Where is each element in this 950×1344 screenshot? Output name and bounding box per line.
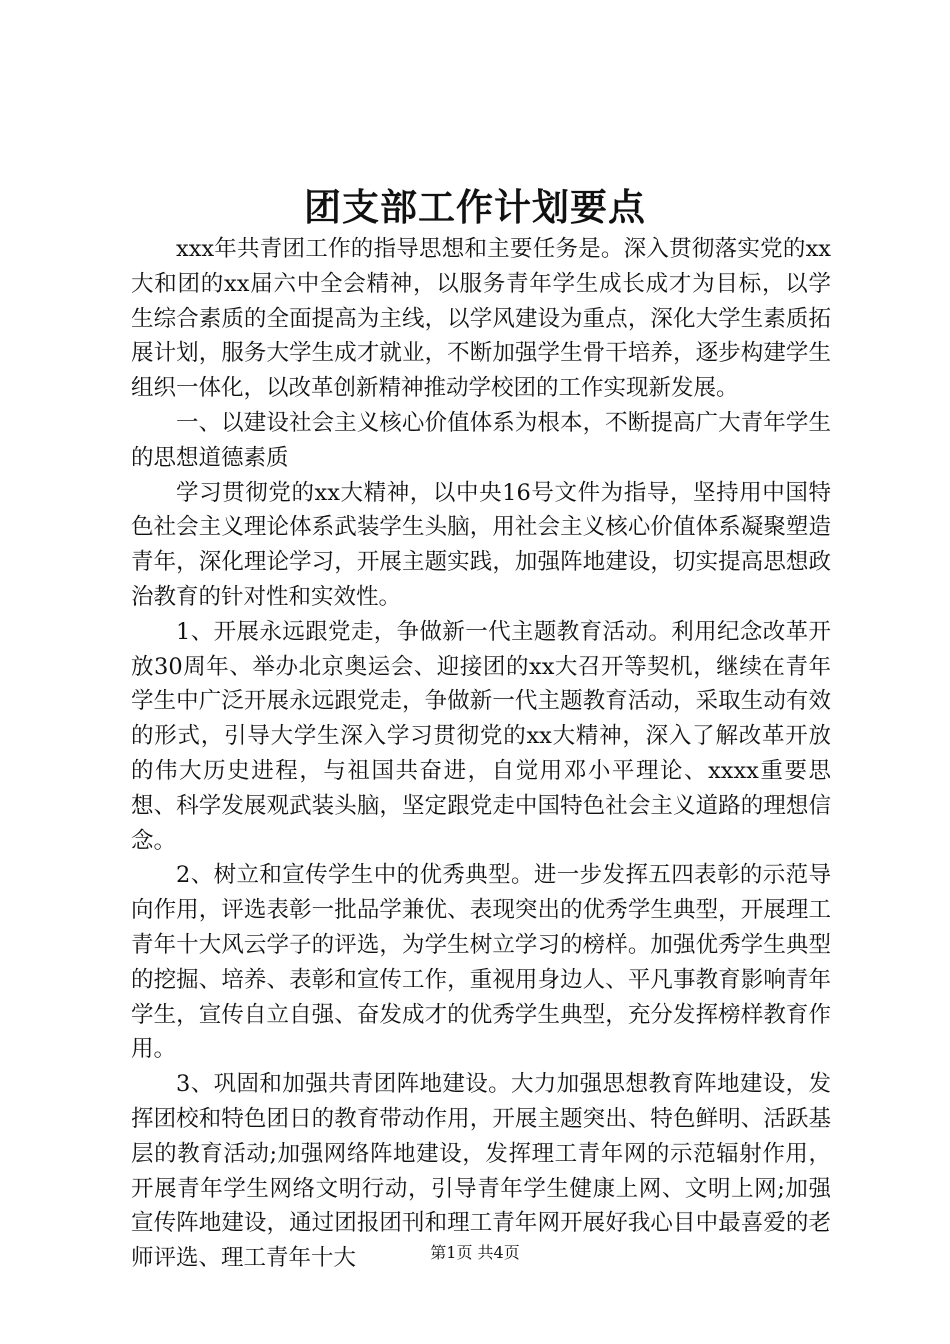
document-title: 团支部工作计划要点 <box>304 185 646 229</box>
item-2-paragraph: 2、树立和宣传学生中的优秀典型。进一步发挥五四表彰的示范导向作用，评选表彰一批品学兼优、表现突出的优秀学生典型，开展理工青年十大风云学子的评选，为学生树立学习的榜样。加强优秀学生典型的挖掘、培养、表彰和宣传工作，重视用身边人、平凡事教育影响青年学生，宣传自立自强、奋发成才的优秀学生典型，充分发挥榜样教育作用。 <box>131 862 831 1063</box>
item-1-paragraph: 1、开展永远跟党走，争做新一代主题教育活动。利用纪念改革开放30周年、举办北京奥运会、迎接团的xx大召开等契机，继续在青年学生中广泛开展永远跟党走，争做新一代主题教育活动，采取生动有效的形式，引导大学生深入学习贯彻党的xx大精神，深入了解改革开放的伟大历史进程，与祖国共奋进，自觉用邓小平理论、xxxx重要思想、科学发展观武装头脑，坚定跟党走中国特色社会主义道路的理想信念。 <box>131 618 831 854</box>
page-number-footer: 第1页 共4页 <box>430 1243 520 1262</box>
section-heading-1: 一、以建设社会主义核心价值体系为根本，不断提高广大青年学生的思想道德素质 <box>131 409 831 471</box>
intro-paragraph: xxx年共青团工作的指导思想和主要任务是。深入贯彻落实党的xx大和团的xx届六中全会精神，以服务青年学生成长成才为目标，以学生综合素质的全面提高为主线，以学风建设为重点，深化大学生素质拓展计划，服务大学生成才就业，不断加强学生骨干培养，逐步构建学生组织一体化，以改革创新精神推动学校团的工作实现新发展。 <box>131 236 831 402</box>
section-1-paragraph: 学习贯彻党的xx大精神，以中央16号文件为指导，坚持用中国特色社会主义理论体系武装学生头脑，用社会主义核心价值体系凝聚塑造青年，深化理论学习，开展主题实践，加强阵地建设，切实提高思想政治教育的针对性和实效性。 <box>131 479 831 610</box>
item-3-paragraph: 3、巩固和加强共青团阵地建设。大力加强思想教育阵地建设，发挥团校和特色团日的教育带动作用，开展主题突出、特色鲜明、活跃基层的教育活动;加强网络阵地建设，发挥理工青年网的示范辐射作用，开展青年学生网络文明行动，引导青年学生健康上网、文明上网;加强宣传阵地建设，通过团报团刊和理工青年网开展好我心目中最喜爱的老师评选、理工青年十大 <box>131 1071 831 1272</box>
document-body <box>131 232 831 1276</box>
